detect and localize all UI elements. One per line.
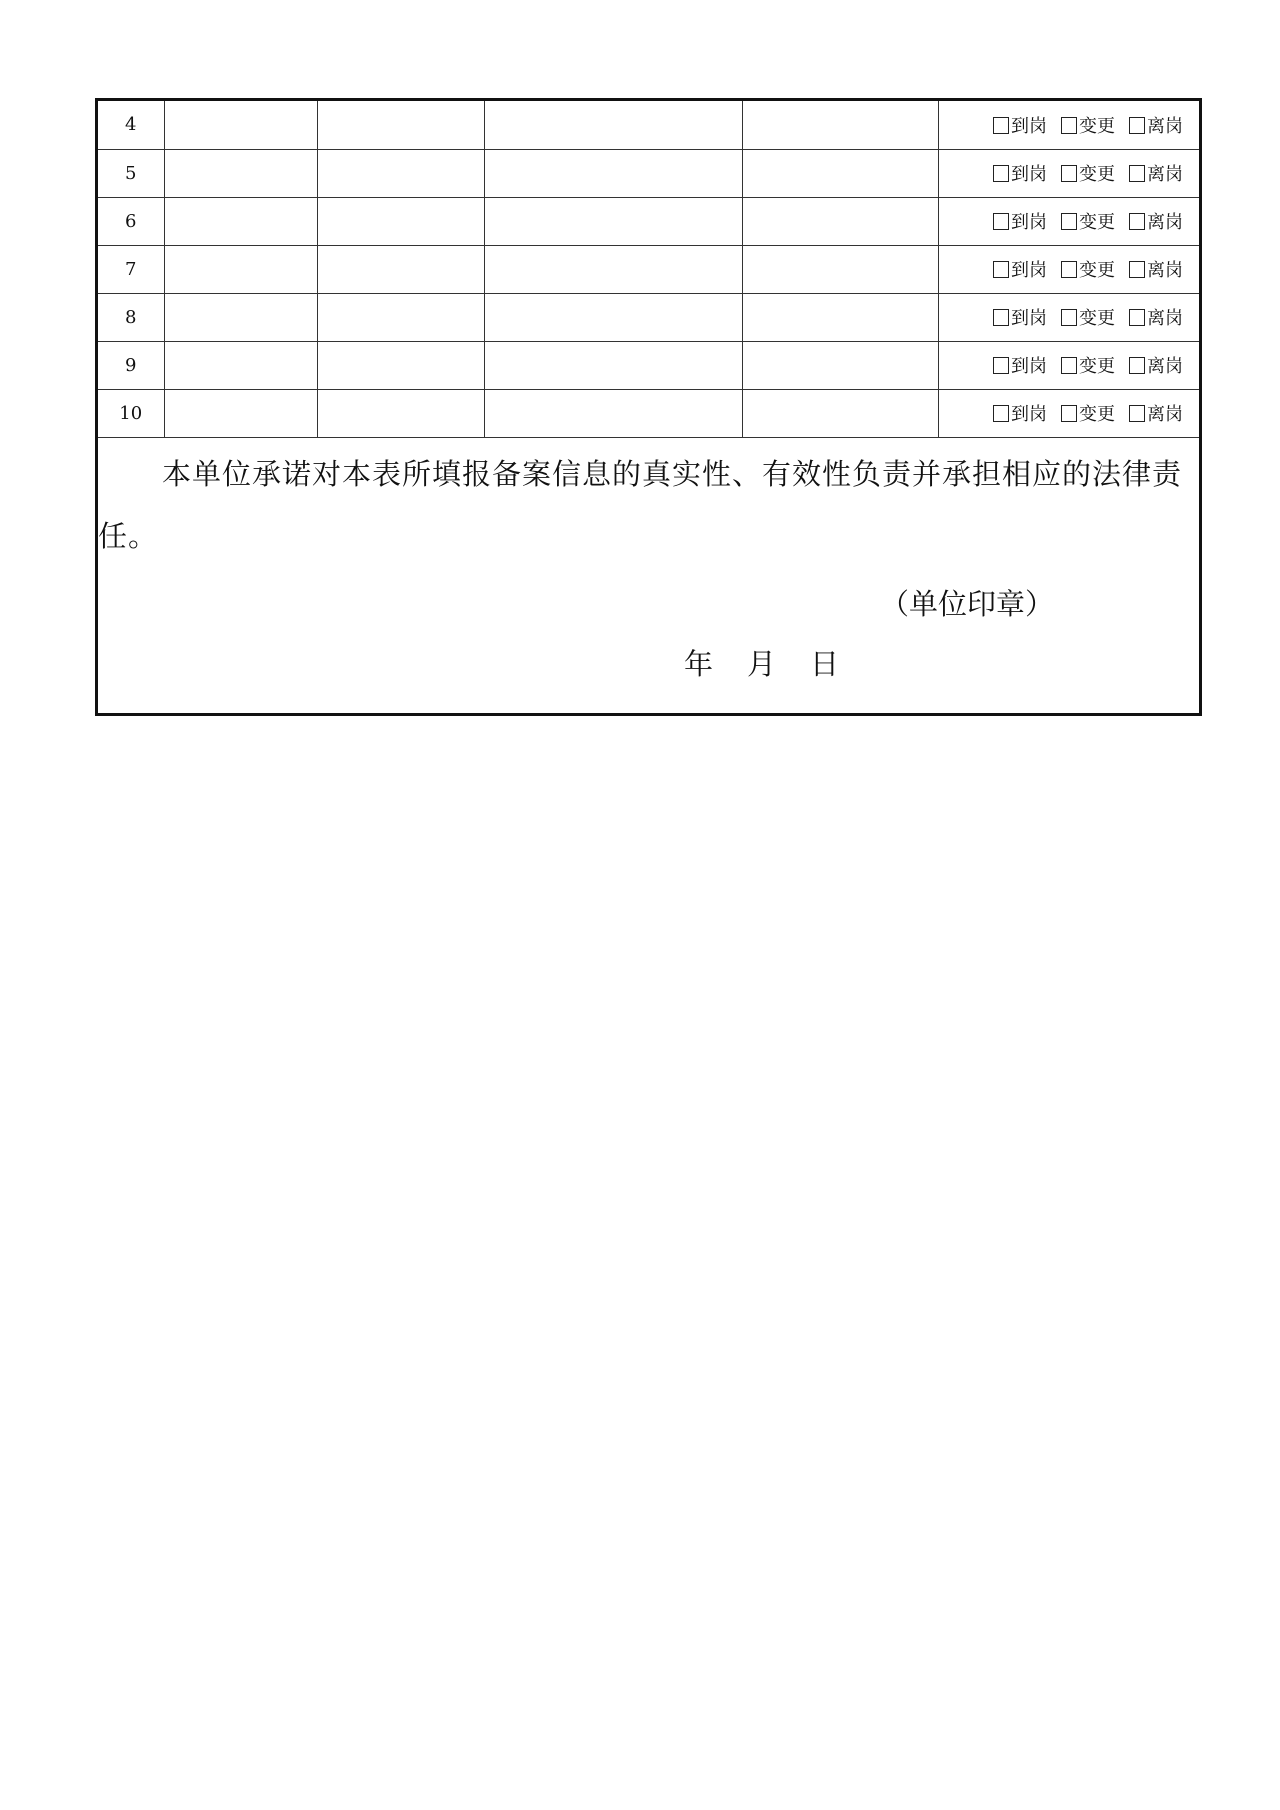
status-option-label: 离岗	[1147, 260, 1183, 281]
status-options	[938, 101, 1199, 149]
blank-cell[interactable]	[742, 149, 938, 197]
status-option-label: 到岗	[1011, 164, 1047, 185]
blank-cell[interactable]	[742, 389, 938, 437]
table-row	[98, 341, 1199, 389]
status-option[interactable]	[993, 260, 1047, 281]
checkbox-icon[interactable]	[1129, 357, 1145, 374]
checkbox-icon[interactable]	[993, 117, 1009, 134]
blank-cell[interactable]	[317, 293, 484, 341]
blank-cell[interactable]	[164, 245, 317, 293]
row-number: 9	[98, 341, 164, 389]
status-option-label: 离岗	[1147, 115, 1183, 137]
blank-cell[interactable]	[484, 389, 742, 437]
seal-label: （单位印章）	[880, 586, 1055, 621]
table-row	[98, 245, 1199, 293]
blank-cell[interactable]	[484, 197, 742, 245]
status-options	[938, 197, 1199, 245]
status-option-label: 到岗	[1011, 115, 1047, 137]
checkbox-icon[interactable]	[1129, 261, 1145, 278]
checkbox-icon[interactable]	[1129, 117, 1145, 134]
status-options	[938, 389, 1199, 437]
table-body	[98, 101, 1199, 437]
status-option-label: 变更	[1079, 308, 1115, 329]
blank-cell[interactable]	[484, 341, 742, 389]
status-option-label: 离岗	[1147, 404, 1183, 425]
table-row	[98, 197, 1199, 245]
checkbox-icon[interactable]	[1129, 213, 1145, 230]
status-option-label: 离岗	[1147, 212, 1183, 233]
status-option-label: 到岗	[1011, 260, 1047, 281]
blank-cell[interactable]	[164, 101, 317, 149]
status-option-label: 变更	[1079, 164, 1115, 185]
blank-cell[interactable]	[164, 197, 317, 245]
status-option-label: 变更	[1079, 212, 1115, 233]
date-day-label: 日	[810, 646, 840, 681]
table-row	[98, 101, 1199, 149]
checkbox-icon[interactable]	[1129, 165, 1145, 182]
status-option[interactable]	[1129, 164, 1183, 185]
status-options	[938, 293, 1199, 341]
blank-cell[interactable]	[317, 197, 484, 245]
checkbox-icon[interactable]	[1061, 261, 1077, 278]
status-option-label: 变更	[1079, 115, 1115, 137]
status-option[interactable]	[993, 116, 1047, 137]
status-option[interactable]	[993, 404, 1047, 425]
status-option[interactable]	[1129, 260, 1183, 281]
checkbox-icon[interactable]	[993, 309, 1009, 326]
status-option[interactable]	[1061, 308, 1115, 329]
status-option[interactable]	[1129, 356, 1183, 377]
row-number: 5	[98, 149, 164, 197]
blank-cell[interactable]	[164, 293, 317, 341]
status-option-label: 离岗	[1147, 164, 1183, 185]
status-option[interactable]	[1061, 212, 1115, 233]
status-option[interactable]	[1061, 260, 1115, 281]
blank-cell[interactable]	[164, 341, 317, 389]
blank-cell[interactable]	[317, 389, 484, 437]
checkbox-icon[interactable]	[993, 165, 1009, 182]
status-option[interactable]	[993, 164, 1047, 185]
blank-cell[interactable]	[317, 101, 484, 149]
pledge-section	[98, 438, 1199, 712]
status-option-label: 到岗	[1011, 212, 1047, 233]
registration-form	[95, 98, 1202, 716]
blank-cell[interactable]	[742, 197, 938, 245]
date-line	[684, 642, 839, 683]
checkbox-icon[interactable]	[1129, 309, 1145, 326]
status-option-label: 离岗	[1147, 308, 1183, 329]
checkbox-icon[interactable]	[993, 213, 1009, 230]
blank-cell[interactable]	[742, 341, 938, 389]
checkbox-icon[interactable]	[993, 261, 1009, 278]
table-row	[98, 149, 1199, 197]
blank-cell[interactable]	[317, 245, 484, 293]
status-option[interactable]	[993, 212, 1047, 233]
row-number: 6	[98, 197, 164, 245]
blank-cell[interactable]	[164, 149, 317, 197]
personnel-table	[98, 101, 1199, 438]
status-options	[938, 245, 1199, 293]
status-option[interactable]	[1061, 164, 1115, 185]
status-option[interactable]	[1061, 356, 1115, 377]
blank-cell[interactable]	[742, 245, 938, 293]
status-options	[938, 341, 1199, 389]
blank-cell[interactable]	[484, 101, 742, 149]
status-option-label: 变更	[1079, 260, 1115, 281]
status-option-label: 到岗	[1011, 356, 1047, 377]
blank-cell[interactable]	[484, 293, 742, 341]
date-year-label: 年	[684, 646, 714, 681]
blank-cell[interactable]	[742, 293, 938, 341]
blank-cell[interactable]	[317, 341, 484, 389]
status-option-label: 到岗	[1011, 404, 1047, 425]
checkbox-icon[interactable]	[1061, 117, 1077, 134]
status-option-label: 到岗	[1011, 308, 1047, 329]
table-row	[98, 293, 1199, 341]
checkbox-icon[interactable]	[1061, 405, 1077, 422]
blank-cell[interactable]	[484, 245, 742, 293]
status-option[interactable]	[1129, 116, 1183, 137]
status-option[interactable]	[1129, 308, 1183, 329]
checkbox-icon[interactable]	[1129, 405, 1145, 422]
status-option-label: 变更	[1079, 356, 1115, 377]
status-option[interactable]	[993, 308, 1047, 329]
status-options	[938, 149, 1199, 197]
row-number: 10	[98, 389, 164, 437]
status-option[interactable]	[1129, 212, 1183, 233]
row-number: 7	[98, 245, 164, 293]
status-option-label: 离岗	[1147, 356, 1183, 377]
blank-cell[interactable]	[742, 101, 938, 149]
table-row	[98, 389, 1199, 437]
status-option[interactable]	[1061, 116, 1115, 137]
blank-cell[interactable]	[164, 389, 317, 437]
status-option[interactable]	[993, 356, 1047, 377]
row-number: 4	[98, 101, 164, 149]
blank-cell[interactable]	[484, 149, 742, 197]
status-option[interactable]	[1129, 404, 1183, 425]
checkbox-icon[interactable]	[1061, 165, 1077, 182]
status-option-label: 变更	[1079, 404, 1115, 425]
checkbox-icon[interactable]	[993, 405, 1009, 422]
checkbox-icon[interactable]	[1061, 357, 1077, 374]
blank-cell[interactable]	[317, 149, 484, 197]
status-option[interactable]	[1061, 404, 1115, 425]
checkbox-icon[interactable]	[993, 357, 1009, 374]
row-number: 8	[98, 293, 164, 341]
date-month-label: 月	[747, 646, 777, 681]
checkbox-icon[interactable]	[1061, 309, 1077, 326]
pledge-statement: 本单位承诺对本表所填报备案信息的真实性、有效性负责并承担相应的法律责任。	[98, 456, 1183, 553]
checkbox-icon[interactable]	[1061, 213, 1077, 230]
